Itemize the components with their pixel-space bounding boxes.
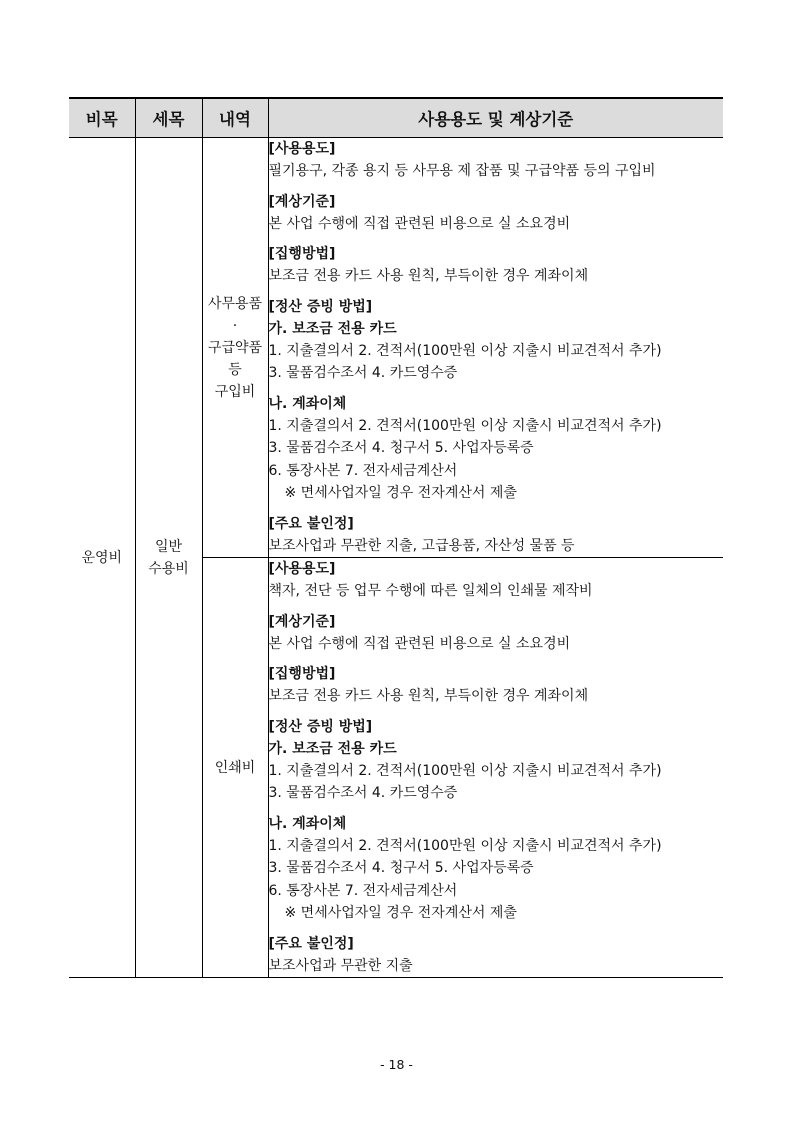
header-naeyeok: 내역 <box>202 98 268 138</box>
section-line: 보조금 전용 카드 사용 원칙, 부득이한 경우 계좌이체 <box>268 268 589 284</box>
naeyeok-cell-office <box>202 138 268 558</box>
section-line: 1. 지출결의서 2. 견적서(100만원 이상 지출시 비교견적서 추가) <box>268 837 662 854</box>
header-row <box>69 98 723 138</box>
desc-cell-printing <box>268 558 723 978</box>
budget-table <box>69 97 723 978</box>
section-line: 책자, 전단 등 업무 수행에 따른 일체의 인쇄물 제작비 <box>268 583 593 599</box>
naeyeok-label: 인쇄비 <box>214 759 256 776</box>
naeyeok-cell-printing <box>202 558 268 978</box>
section-criteria <box>269 611 724 656</box>
section-execution <box>269 243 724 288</box>
section-line: 본 사업 수행에 직접 관련된 비용으로 실 소요경비 <box>268 215 571 232</box>
section-evidence <box>269 716 724 805</box>
section-title: [집행방법] <box>268 666 336 682</box>
section-line: 보조사업과 무관한 지출, 고급용품, 자산성 물품 등 <box>268 537 575 554</box>
section-line: 3. 물품검수조서 4. 카드영수증 <box>268 365 458 381</box>
subsection-title: 가. 보조금 전용 카드 <box>268 740 397 757</box>
bimok-label: 운영비 <box>81 549 123 566</box>
section-title: [계상기준] <box>268 613 336 630</box>
semok-cell <box>135 138 202 978</box>
section-line: 보조사업과 무관한 지출 <box>268 957 413 974</box>
section-title: [계상기준] <box>268 193 336 210</box>
desc-cell-office <box>268 138 723 558</box>
section-disallowed <box>269 513 724 558</box>
bimok-cell <box>69 138 135 978</box>
section-usage <box>269 138 724 183</box>
row-office-supplies <box>69 138 723 558</box>
subsection-title: 가. 보조금 전용 카드 <box>268 320 397 337</box>
section-disallowed <box>269 933 724 978</box>
header-semok: 세목 <box>135 98 202 138</box>
page-number: - 18 - <box>380 1057 413 1072</box>
section-title: [집행방법] <box>268 246 336 262</box>
section-title: [정산 증빙 방법] <box>268 718 373 735</box>
section-transfer <box>269 393 724 505</box>
section-title: [사용용도] <box>268 141 336 157</box>
section-title: [주요 불인정] <box>268 935 354 952</box>
subsection-title: 나. 계좌이체 <box>268 815 347 832</box>
section-note: ※ 면세사업자일 경우 전자계산서 제출 <box>284 905 517 921</box>
section-execution <box>269 663 724 708</box>
section-line: 1. 지출결의서 2. 견적서(100만원 이상 지출시 비교견적서 추가) <box>268 762 662 779</box>
section-note: ※ 면세사업자일 경우 전자계산서 제출 <box>284 485 517 501</box>
section-line: 3. 물품검수조서 4. 청구서 5. 사업자등록증 <box>268 860 534 876</box>
section-line: 6. 통장사본 7. 전자세금계산서 <box>268 462 458 479</box>
header-usage-criteria: 사용용도 및 계상기준 <box>268 98 723 138</box>
header-bimok: 비목 <box>69 98 135 138</box>
section-title: [사용용도] <box>268 561 336 577</box>
section-line: 1. 지출결의서 2. 견적서(100만원 이상 지출시 비교견적서 추가) <box>268 342 662 359</box>
section-line: 본 사업 수행에 직접 관련된 비용으로 실 소요경비 <box>268 635 571 652</box>
section-line: 6. 통장사본 7. 전자세금계산서 <box>268 882 458 899</box>
section-usage <box>269 558 724 603</box>
section-line: 필기용구, 각종 용지 등 사무용 제 잡품 및 구급약품 등의 구입비 <box>268 163 656 179</box>
section-line: 보조금 전용 카드 사용 원칙, 부득이한 경우 계좌이체 <box>268 688 589 704</box>
section-evidence <box>269 296 724 385</box>
section-transfer <box>269 813 724 925</box>
section-title: [주요 불인정] <box>268 515 354 532</box>
section-line: 3. 물품검수조서 4. 카드영수증 <box>268 785 458 801</box>
naeyeok-label: 사무용품 · 구급약품 등 구입비 <box>207 295 263 400</box>
semok-label: 일반 수용비 <box>148 538 189 577</box>
section-title: [정산 증빙 방법] <box>268 298 373 315</box>
section-line: 3. 물품검수조서 4. 청구서 5. 사업자등록증 <box>268 440 534 456</box>
section-line: 1. 지출결의서 2. 견적서(100만원 이상 지출시 비교견적서 추가) <box>268 417 662 434</box>
subsection-title: 나. 계좌이체 <box>268 395 347 412</box>
section-criteria <box>269 191 724 236</box>
